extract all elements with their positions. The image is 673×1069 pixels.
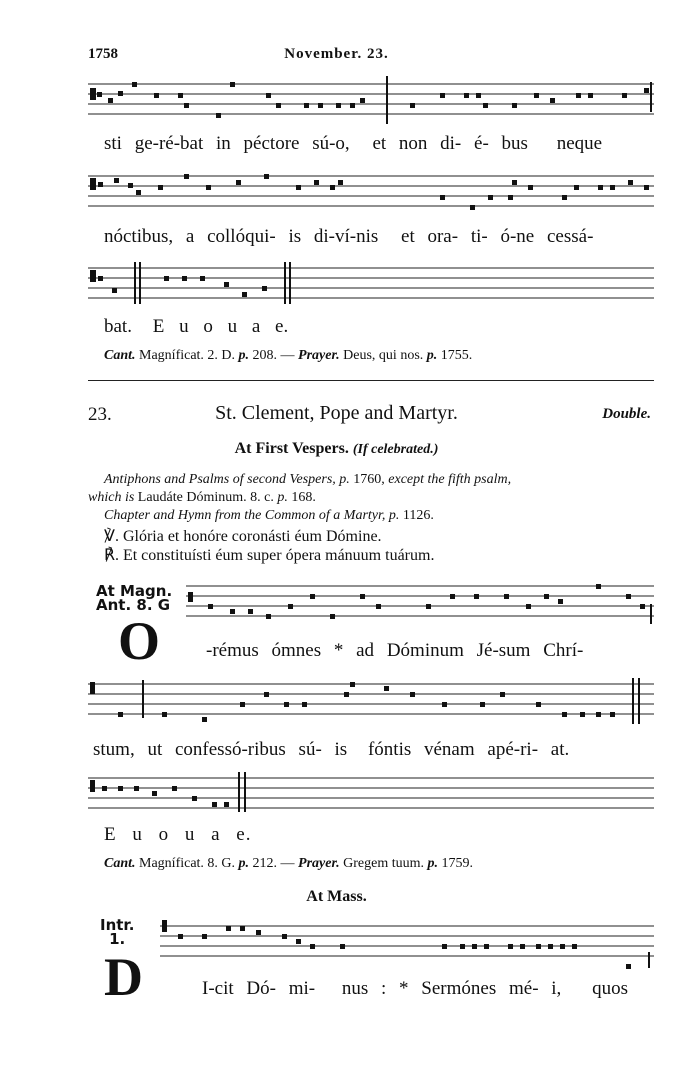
syllable: bus [501,133,528,154]
versicle [104,526,382,546]
syllable: u [184,824,196,845]
prayer-page: 1759. [441,856,474,871]
syllable: a [185,226,195,247]
syllable: vénam [424,739,475,760]
antiphon-label [96,584,172,612]
syllable: stum, [93,739,135,760]
syllable: ora- [427,226,459,247]
syllable: u [132,824,143,845]
syllable: ó-ne [500,226,535,247]
syllable: péctore [243,133,300,154]
chant-staff-3 [88,262,654,310]
syllable: * [399,978,409,999]
syllable: : [381,978,387,999]
cant-page: 212. [252,856,278,871]
syllable: ad [356,640,375,661]
syllable: et [401,226,415,247]
syllable: Sermónes [421,978,497,999]
heading-text: At First Vespers. [234,440,349,457]
syllable: bat. [104,316,132,337]
syllable: ómnes [271,640,322,661]
rubric-page: 1760, [353,472,385,487]
chant-staff-5 [88,676,654,730]
syllable: -rémus [206,640,259,661]
syllable: di-ví-nis [313,226,379,247]
canticle-reference-2 [104,856,473,872]
syllable: cessá- [546,226,594,247]
syllable: confessó-ribus [174,739,286,760]
syllable: u [179,316,189,337]
syllable: e. [275,316,289,337]
rubric-text: Laudáte Dóminum. 8. c. [137,490,274,505]
prayer-label: Prayer. [298,348,340,363]
cant-label: Cant. [104,856,136,871]
rubric-line-2 [88,490,316,506]
chant-staff-6 [88,772,654,818]
syllable: ut [147,739,163,760]
cant-text: Magníficat. 2. D. [139,348,236,363]
page-abbrev: p. [238,856,250,871]
prayer-label: Prayer. [298,856,340,871]
first-vespers-heading [0,440,673,458]
chant-staff-4 [186,578,654,632]
syllable: ti- [470,226,488,247]
syllable: E [104,824,117,845]
initial-letter: O [118,611,161,671]
versicle-sign: ℣. [104,528,119,545]
response-sign: ℟. [104,547,119,564]
page-abbrev: p. [339,472,350,487]
section-divider [88,380,654,381]
lyric-line-1 [104,133,602,155]
syllable: * [333,640,344,661]
syllable: nus [341,978,369,999]
syllable: apé-ri- [487,739,539,760]
syllable: a [251,316,261,337]
syllable: sú-o, [312,133,350,154]
label-line: 1. [109,930,126,948]
rubric-line-3 [104,508,434,524]
rubric-page: 168. [291,490,316,505]
syllable: quos [592,978,628,999]
syllable: is [334,739,348,760]
rubric-italic: which is [88,490,135,505]
syllable: Jé-sum [476,640,531,661]
canticle-reference [104,348,472,364]
chant-staff-1 [88,76,654,128]
prayer-page: 1755. [440,348,473,363]
rubric-line-1 [104,472,511,488]
syllable: o [203,316,213,337]
syllable: di- [440,133,462,154]
syllable: at. [550,739,570,760]
feast-day: 23. [88,404,112,425]
label-line: Intr. [100,916,135,934]
syllable: mé- [508,978,539,999]
introit-label [100,918,134,946]
syllable: Dó- [246,978,276,999]
syllable: E [152,316,165,337]
lyric-line-3 [104,316,288,338]
rubric-italic: Antiphons and Psalms of second Vespers, [104,472,336,487]
response [104,545,434,565]
syllable: o [158,824,170,845]
page-abbrev: p. [277,490,288,505]
syllable: fóntis [367,739,412,760]
syllable: nóctibus, [104,226,174,247]
cant-text: Magníficat. 8. G. [139,856,236,871]
syllable: u [227,316,238,337]
initial-letter: D [104,947,143,1007]
syllable: é- [474,133,489,154]
chant-staff-7 [160,912,654,972]
running-title: November. 23. [284,46,389,62]
syllable: neque [556,133,603,154]
heading-note: (If celebrated.) [352,442,439,457]
syllable: Dóminum [386,640,464,661]
syllable: sti [104,133,122,154]
antiphon-lyric-line-1 [206,640,583,662]
syllable: is [288,226,302,247]
page-number: 1758 [88,46,118,62]
syllable: mi- [288,978,316,999]
lyric-line-2 [104,226,593,248]
syllable: sú- [298,739,322,760]
page-abbrev: p. [238,348,250,363]
syllable: collóqui- [207,226,276,247]
rubric-page: 1126. [402,508,434,523]
antiphon-lyric-line-2 [93,739,569,761]
syllable: in [216,133,231,154]
prayer-text: Gregem tuum. [343,856,425,871]
syllable: e. [236,824,252,845]
rubric-italic: Chapter and Hymn from the Common of a Martyr, [104,508,386,523]
introit-lyric-line [202,978,628,1000]
syllable: I-cit [202,978,234,999]
chant-staff-2 [88,168,654,220]
feast-rank: Double. [602,406,651,422]
dash: — [280,856,295,871]
page-abbrev: p. [388,508,400,523]
syllable: non [398,133,428,154]
cant-label: Cant. [104,348,136,363]
syllable: a [211,824,221,845]
label-line: At Magn. [96,582,173,600]
versicle-text: Glória et honóre coronásti éum Dómine. [122,528,382,545]
prayer-text: Deus, qui nos. [343,348,424,363]
page-abbrev: p. [427,856,439,871]
label-line: Ant. 8. G [96,596,171,614]
rubric-italic: except the fifth psalm, [388,472,512,487]
syllable: Chrí- [543,640,584,661]
syllable: ge-ré-bat [134,133,204,154]
cant-page: 208. [252,348,278,363]
page-abbrev: p. [426,348,438,363]
syllable: et [372,133,387,154]
response-text: Et constituísti éum super ópera mánuum tuárum. [122,547,435,564]
syllable: i, [551,978,562,999]
feast-title: St. Clement, Pope and Martyr. [215,402,458,424]
mass-heading: At Mass. [306,888,367,905]
dash: — [280,348,295,363]
antiphon-lyric-line-3 [104,824,251,846]
